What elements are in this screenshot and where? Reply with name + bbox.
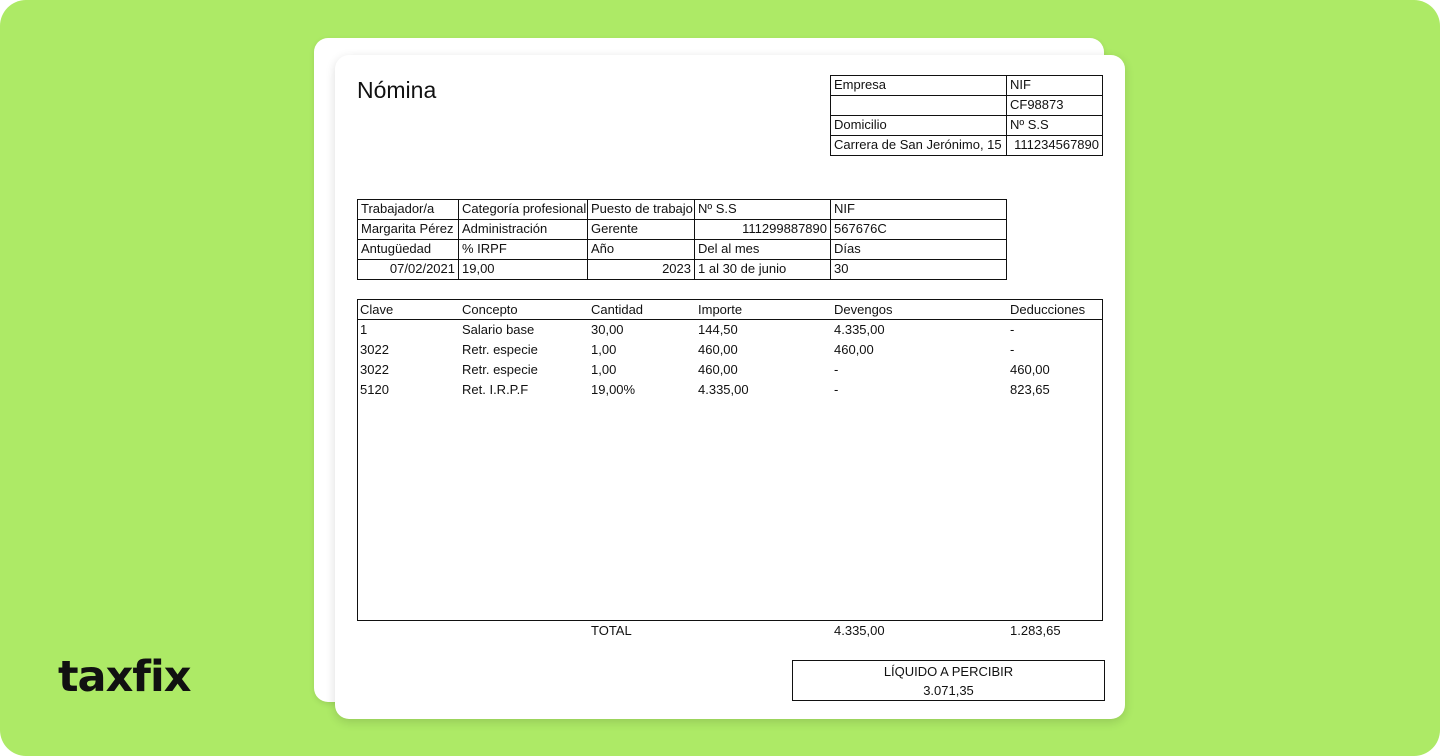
worker-header-categoria: Categoría profesional xyxy=(458,199,588,220)
table-row-3-devengos: - xyxy=(834,362,839,377)
concepts-header-importe: Importe xyxy=(698,302,743,317)
worker-header-mes: Del al mes xyxy=(694,239,831,260)
worker-header-irpf: % IRPF xyxy=(458,239,588,260)
table-row-3-deducciones: 460,00 xyxy=(1010,362,1050,377)
nss-label: Nº S.S xyxy=(1006,115,1103,136)
worker-puesto: Gerente xyxy=(587,219,695,240)
net-pay-value: 3.071,35 xyxy=(923,683,974,698)
worker-header-nif: NIF xyxy=(830,199,1007,220)
worker-name: Margarita Pérez xyxy=(357,219,459,240)
domicilio-label: Domicilio xyxy=(830,115,1007,136)
worker-nss: 111299887890 xyxy=(694,219,831,240)
table-row-3-importe: 460,00 xyxy=(698,362,738,377)
worker-mes: 1 al 30 de junio xyxy=(694,259,831,280)
table-row-3-cantidad: 1,00 xyxy=(591,362,617,377)
worker-header-ano: Año xyxy=(587,239,695,260)
table-row-2-importe: 460,00 xyxy=(698,342,738,357)
nif-value: CF98873 xyxy=(1006,95,1103,116)
table-row-2-cantidad: 1,00 xyxy=(591,342,617,357)
table-row-4-clave: 5120 xyxy=(360,382,389,397)
nif-label: NIF xyxy=(1006,75,1103,96)
concepts-header-deducciones: Deducciones xyxy=(1010,302,1086,317)
worker-nif: 567676C xyxy=(830,219,1007,240)
concepts-header-concepto: Concepto xyxy=(462,302,518,317)
table-row-4-importe: 4.335,00 xyxy=(698,382,749,397)
total-deducciones: 1.283,65 xyxy=(1010,623,1061,638)
table-row-2-concepto: Retr. especie xyxy=(462,342,538,357)
concepts-header-divider xyxy=(357,319,1103,320)
domicilio-value: Carrera de San Jerónimo, 15 xyxy=(830,135,1007,156)
table-row-1-deducciones: - xyxy=(1010,322,1015,337)
empresa-label: Empresa xyxy=(830,75,1007,96)
document-title: Nómina xyxy=(357,77,437,103)
worker-irpf: 19,00 xyxy=(458,259,588,280)
concepts-header-devengos: Devengos xyxy=(834,302,893,317)
table-row-3-clave: 3022 xyxy=(360,362,389,377)
total-devengos: 4.335,00 xyxy=(834,623,885,638)
worker-antiguedad: 07/02/2021 xyxy=(357,259,459,280)
table-row-1-devengos: 4.335,00 xyxy=(834,322,885,337)
table-row-1-importe: 144,50 xyxy=(698,322,738,337)
concepts-header-cantidad: Cantidad xyxy=(591,302,644,317)
net-pay-box xyxy=(792,660,1105,701)
worker-categoria: Administración xyxy=(458,219,588,240)
table-row-2-devengos: 460,00 xyxy=(834,342,874,357)
table-row-4-devengos: - xyxy=(834,382,839,397)
worker-header-dias: Días xyxy=(830,239,1007,260)
total-label: TOTAL xyxy=(591,623,632,638)
worker-dias: 30 xyxy=(830,259,1007,280)
concepts-header-clave: Clave xyxy=(360,302,394,317)
worker-ano: 2023 xyxy=(587,259,695,280)
worker-header-nss: Nº S.S xyxy=(694,199,831,220)
worker-header-antiguedad: Antugüedad xyxy=(357,239,459,260)
net-pay-label: LÍQUIDO A PERCIBIR xyxy=(883,664,1014,679)
table-row-1-concepto: Salario base xyxy=(462,322,535,337)
table-row-2-clave: 3022 xyxy=(360,342,389,357)
taxfix-logo: taxfix xyxy=(58,652,191,702)
table-row-4-cantidad: 19,00% xyxy=(591,382,636,397)
table-row-1-clave: 1 xyxy=(360,322,368,337)
empresa-value xyxy=(830,95,1007,116)
worker-header-trabajador: Trabajador/a xyxy=(357,199,459,220)
table-row-4-concepto: Ret. I.R.P.F xyxy=(462,382,529,397)
table-row-2-deducciones: - xyxy=(1010,342,1015,357)
table-row-1-cantidad: 30,00 xyxy=(591,322,624,337)
table-row-4-deducciones: 823,65 xyxy=(1010,382,1050,397)
table-row-3-concepto: Retr. especie xyxy=(462,362,538,377)
nss-value: 111234567890 xyxy=(1006,135,1103,156)
worker-header-puesto: Puesto de trabajo xyxy=(587,199,695,220)
